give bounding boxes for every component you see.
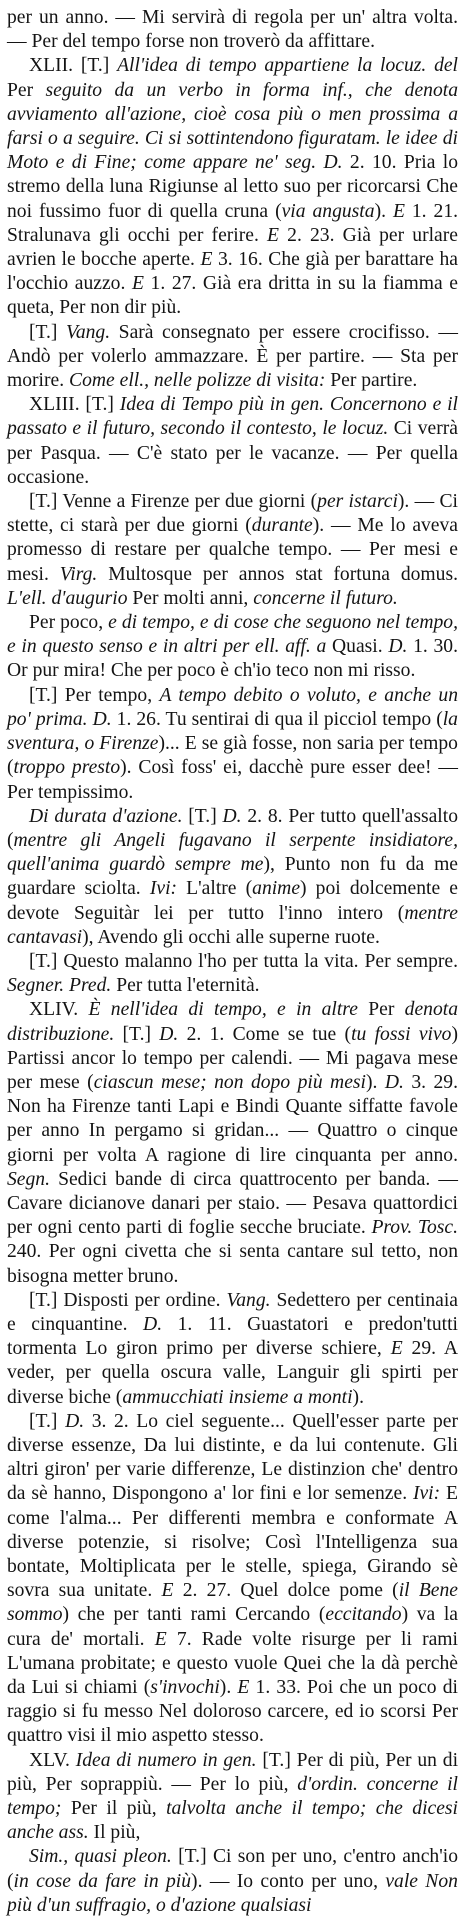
italic-text: via angusta bbox=[281, 200, 375, 222]
italic-text: Virg. bbox=[59, 563, 98, 585]
italic-text: denota distribuzione. bbox=[7, 999, 458, 1045]
italic-text: D. bbox=[388, 636, 408, 658]
text: E come l'alma... Per differenti membra e conformate A diverse potenzie, si risolve; Così l'Intelligenza sua bontate, Moltiplicata per le stelle, spiega, Girando sè sovra sua unitate. bbox=[7, 1483, 458, 1602]
text: XLIII. [T.] bbox=[29, 394, 120, 416]
text: 2. 23. Già per urlare avrien le bocche aperte. bbox=[7, 224, 458, 271]
text: 3. 2. Lo ciel seguente... Quell'esser parte per diverse essenze, Da lui distinte, e da lui contenute. Gli altri giron' per varie differenze, Le distinzion che' dentro da sè hanno, Dispongono a' lor fini e lor semenze. bbox=[7, 1410, 458, 1505]
italic-text: E bbox=[161, 1580, 174, 1602]
italic-text: D. bbox=[384, 1071, 404, 1093]
italic-text: seguito da un verbo in forma inf., che denota avviamento all'azione, cioè cosa più o men prossima a farsi o a seguire. Ci si sottintendono figuratam. le idee di Moto e di Fine; come appare ne' seg. bbox=[7, 79, 458, 174]
text: 1. 27. Già era dritta in su la fiamma e queta, Per non dir più. bbox=[7, 273, 458, 319]
text: 7. Rade volte risurge per li rami L'umana probitate; e questo vuole Quei che la dà perchè da Lui si chiami ( bbox=[7, 1628, 458, 1699]
paragraph bbox=[7, 805, 458, 950]
italic-text: per istarci bbox=[317, 491, 398, 513]
text: ). bbox=[219, 1677, 238, 1699]
italic-text: D. bbox=[92, 708, 112, 730]
text: 240. Per ogni civetta che si senta cantare sul tetto, non bisogna metter bruno. bbox=[7, 1241, 458, 1287]
italic-text: E bbox=[200, 249, 213, 271]
text: ) Partissi ancor lo tempo per calendi. — Mi pagava mese per mese ( bbox=[7, 1023, 458, 1093]
text: 2. 27. Quel dolce pome ( bbox=[173, 1580, 399, 1602]
text: Per bbox=[357, 999, 405, 1021]
text: [T.] Ci son per uno, c'entro anch'io ( bbox=[7, 1846, 458, 1892]
paragraph bbox=[7, 998, 458, 1288]
text: 1. 30. Or pur mira! Che per poco è ch'io teco non mi risso. bbox=[7, 636, 458, 682]
italic-text: Segner. Pred. bbox=[7, 975, 112, 997]
italic-text: E bbox=[237, 1677, 250, 1699]
italic-text: E bbox=[131, 273, 144, 295]
paragraph bbox=[7, 393, 458, 490]
text: 1. 26. Tu sentirai di qua il picciol tempo ( bbox=[111, 708, 443, 730]
text: XLII. [T.] bbox=[29, 55, 118, 77]
text: L'altre ( bbox=[177, 878, 253, 900]
text: 3. 16. Che già per barattare ha l'occhio auzzo. bbox=[7, 249, 458, 295]
paragraph bbox=[7, 1289, 458, 1410]
italic-text: Segn. bbox=[7, 1168, 50, 1190]
text: Sarà consegnato per essere crocifisso. — Andò per volerlo ammazzare. È per partire. — Sta per morire. bbox=[7, 321, 458, 392]
italic-text: troppo presto bbox=[13, 757, 121, 779]
italic-text: E bbox=[267, 224, 279, 246]
italic-text: Prov. Tosc. bbox=[371, 1217, 458, 1239]
text: 29. A veder, per quella oscura valle, Languir gli spirti per diverse biche ( bbox=[7, 1338, 458, 1408]
text: 2. 10. Pria lo stremo della luna Rigiunse al letto suo per ricorcarsi Che noi fussimo fuor di quella cruna ( bbox=[7, 152, 458, 222]
text: [T.] bbox=[114, 1023, 160, 1045]
paragraph bbox=[7, 1845, 458, 1918]
text: per un anno. — Mi servirà di regola per un' altra volta. — Per del tempo forse non troverò da affittare. bbox=[7, 7, 458, 53]
text: Ci verrà per Pasqua. — C'è stato per le vacanze. — Per quella occasione. bbox=[7, 418, 458, 488]
text: ) poi dolcemente e devote Seguitàr lei per tutto l'inno intero ( bbox=[7, 878, 458, 924]
italic-text: e di tempo, e di cose che seguono nel tempo, e in questo senso e in altri per ell. aff. a bbox=[7, 612, 458, 658]
italic-text: anime bbox=[252, 878, 301, 900]
text: XLIV. bbox=[29, 999, 89, 1021]
italic-text: in cose da fare in più bbox=[13, 1870, 192, 1892]
text: [T.] bbox=[29, 1410, 66, 1432]
italic-text: E bbox=[154, 1628, 167, 1650]
text: Per molti anni, bbox=[127, 587, 254, 609]
text: ). Così foss' ei, dacchè pure esser dee! — Per tempissimo. bbox=[7, 757, 459, 803]
italic-text: È nell'idea di tempo, e in altre bbox=[88, 999, 358, 1021]
italic-text: mentre cantavasi bbox=[7, 902, 458, 948]
italic-text: tu fossi vivo bbox=[351, 1023, 452, 1045]
italic-text: Vang. bbox=[226, 1289, 271, 1311]
paragraph bbox=[7, 321, 458, 394]
text: )... E se già fosse, non saria per tempo ( bbox=[7, 733, 458, 779]
text: [T.] Disposti per ordine. bbox=[29, 1289, 227, 1311]
text: [T.] Per tempo, bbox=[29, 684, 160, 706]
text: 2. 8. Per tutto quell'assalto ( bbox=[7, 805, 458, 851]
italic-text: s'invochi bbox=[150, 1677, 220, 1699]
italic-text: D. bbox=[159, 1023, 179, 1045]
text: Sedici bande di circa quattrocento per banda. — Cavare dicianove danari per staio. — Pesava quattordici per ogni cento parti di foglie secche bruciate. bbox=[7, 1168, 458, 1239]
italic-text: E bbox=[390, 1338, 403, 1360]
text: ) che per tanti rami Cercando ( bbox=[62, 1604, 326, 1626]
text: Sedettero per centinaia e cinquantine. bbox=[7, 1289, 459, 1335]
italic-text: ciascun mese; non dopo più mesi bbox=[93, 1071, 366, 1093]
paragraph bbox=[7, 6, 458, 54]
italic-text: Sim., quasi pleon. bbox=[29, 1846, 172, 1868]
italic-text: D. bbox=[323, 152, 343, 174]
text: ). bbox=[352, 1386, 364, 1408]
text: [T.] bbox=[29, 321, 67, 343]
text: [T.] Venne a Firenze per due giorni ( bbox=[29, 491, 318, 513]
italic-text: Idea di Tempo più in gen. Concernono e il passato e il futuro, secondo il contesto, le locuz. bbox=[7, 394, 459, 440]
paragraph bbox=[7, 684, 458, 805]
italic-text: Come ell., nelle polizze di visita: bbox=[69, 370, 326, 392]
paragraph bbox=[7, 611, 458, 684]
italic-text: L'ell. d'augurio bbox=[7, 587, 128, 609]
text: ), Punto non fu da me guardare sciolta. bbox=[7, 854, 459, 900]
italic-text: E bbox=[392, 200, 405, 222]
text: ), Avendo gli occhi alle superne ruote. bbox=[82, 926, 380, 948]
italic-text: Di durata d'azione. bbox=[29, 805, 183, 827]
paragraph bbox=[7, 54, 458, 320]
italic-text: D. bbox=[65, 1410, 85, 1432]
italic-text: Idea di numero in gen. bbox=[75, 1749, 257, 1771]
italic-text: Ivi: bbox=[149, 878, 178, 900]
paragraph bbox=[7, 950, 458, 998]
text: [T.] Questo malanno l'ho per tutta la vita. Per sempre. bbox=[29, 950, 458, 972]
paragraph bbox=[7, 490, 458, 611]
text: Per partire. bbox=[325, 370, 418, 392]
italic-text: concerne il futuro. bbox=[253, 587, 398, 609]
italic-text: eccitando bbox=[325, 1604, 402, 1626]
italic-text: talvolta anche il tempo; che dicesi anche ass. bbox=[7, 1798, 459, 1844]
italic-text: All'idea di tempo appartiene la locuz. del bbox=[117, 55, 459, 77]
text: 1. 21. Stralunava gli occhi per ferire. bbox=[7, 200, 459, 246]
text: ) va la cura de' mortali. bbox=[7, 1604, 458, 1650]
italic-text: D. bbox=[143, 1313, 163, 1335]
text: 3. 29. Non ha Firenze tanti Lapi e Bindi Quante siffatte favole per anno In pergamo si gridan... — Quattro o cinque giorni per volta A ragione di lire cinquanta per anno. bbox=[7, 1071, 458, 1166]
text: XLV. bbox=[29, 1749, 76, 1771]
text: 1. 33. Poi che un poco di raggio si fu messo Nel doloroso carcere, ed io scorsi Per quattro visi il mio aspetto stesso. bbox=[7, 1677, 458, 1747]
italic-text: durante bbox=[251, 515, 313, 537]
italic-text: vale Non più d'un suffragio, o d'azione qualsiasi bbox=[7, 1870, 458, 1916]
text: Per il più, bbox=[61, 1798, 167, 1820]
text: Quasi. bbox=[326, 636, 389, 658]
text: 1. 11. Guastatori e predon'tutti tormenta Lo giron primo per diverse schiere, bbox=[7, 1313, 458, 1360]
text: ). bbox=[374, 200, 393, 222]
text: ). bbox=[365, 1071, 385, 1093]
italic-text: Ivi: bbox=[412, 1483, 441, 1505]
paragraph bbox=[7, 1749, 458, 1846]
italic-text: D. bbox=[222, 805, 242, 827]
italic-text: la sventura, o Firenze bbox=[7, 708, 458, 755]
text: ). — Me lo aveva promesso di restare per qualche tempo. — Per mesi e mesi. bbox=[7, 515, 458, 585]
italic-text: d'ordin. concerne il tempo; bbox=[7, 1773, 459, 1820]
text: Per tutta l'eternità. bbox=[111, 975, 260, 997]
paragraph bbox=[7, 1410, 458, 1749]
italic-text: mentre gli Angeli fugavano il serpente insidiatore, quell'anima guardò sempre me bbox=[7, 829, 458, 876]
text: Per bbox=[7, 79, 46, 101]
text: 2. 1. Come se tue ( bbox=[178, 1023, 352, 1045]
text: Multosque per annos stat fortuna domus. bbox=[97, 563, 458, 585]
italic-text: A tempo debito o voluto, e anche un po' prima. bbox=[7, 684, 458, 730]
text: Il più, bbox=[88, 1822, 141, 1844]
italic-text: il Bene sommo bbox=[7, 1580, 458, 1626]
italic-text: ammucchiati insieme a monti bbox=[122, 1386, 353, 1408]
text: Per poco, bbox=[29, 612, 109, 634]
text: ). — Io conto per uno, bbox=[191, 1870, 386, 1892]
italic-text: Vang. bbox=[66, 321, 111, 343]
text: ). — Ci stette, ci starà per due giorni ( bbox=[7, 491, 458, 537]
text: [T.] Per di più, Per un di più, Per soprappiù. — Per lo più, bbox=[7, 1749, 459, 1795]
text: [T.] bbox=[182, 805, 223, 827]
